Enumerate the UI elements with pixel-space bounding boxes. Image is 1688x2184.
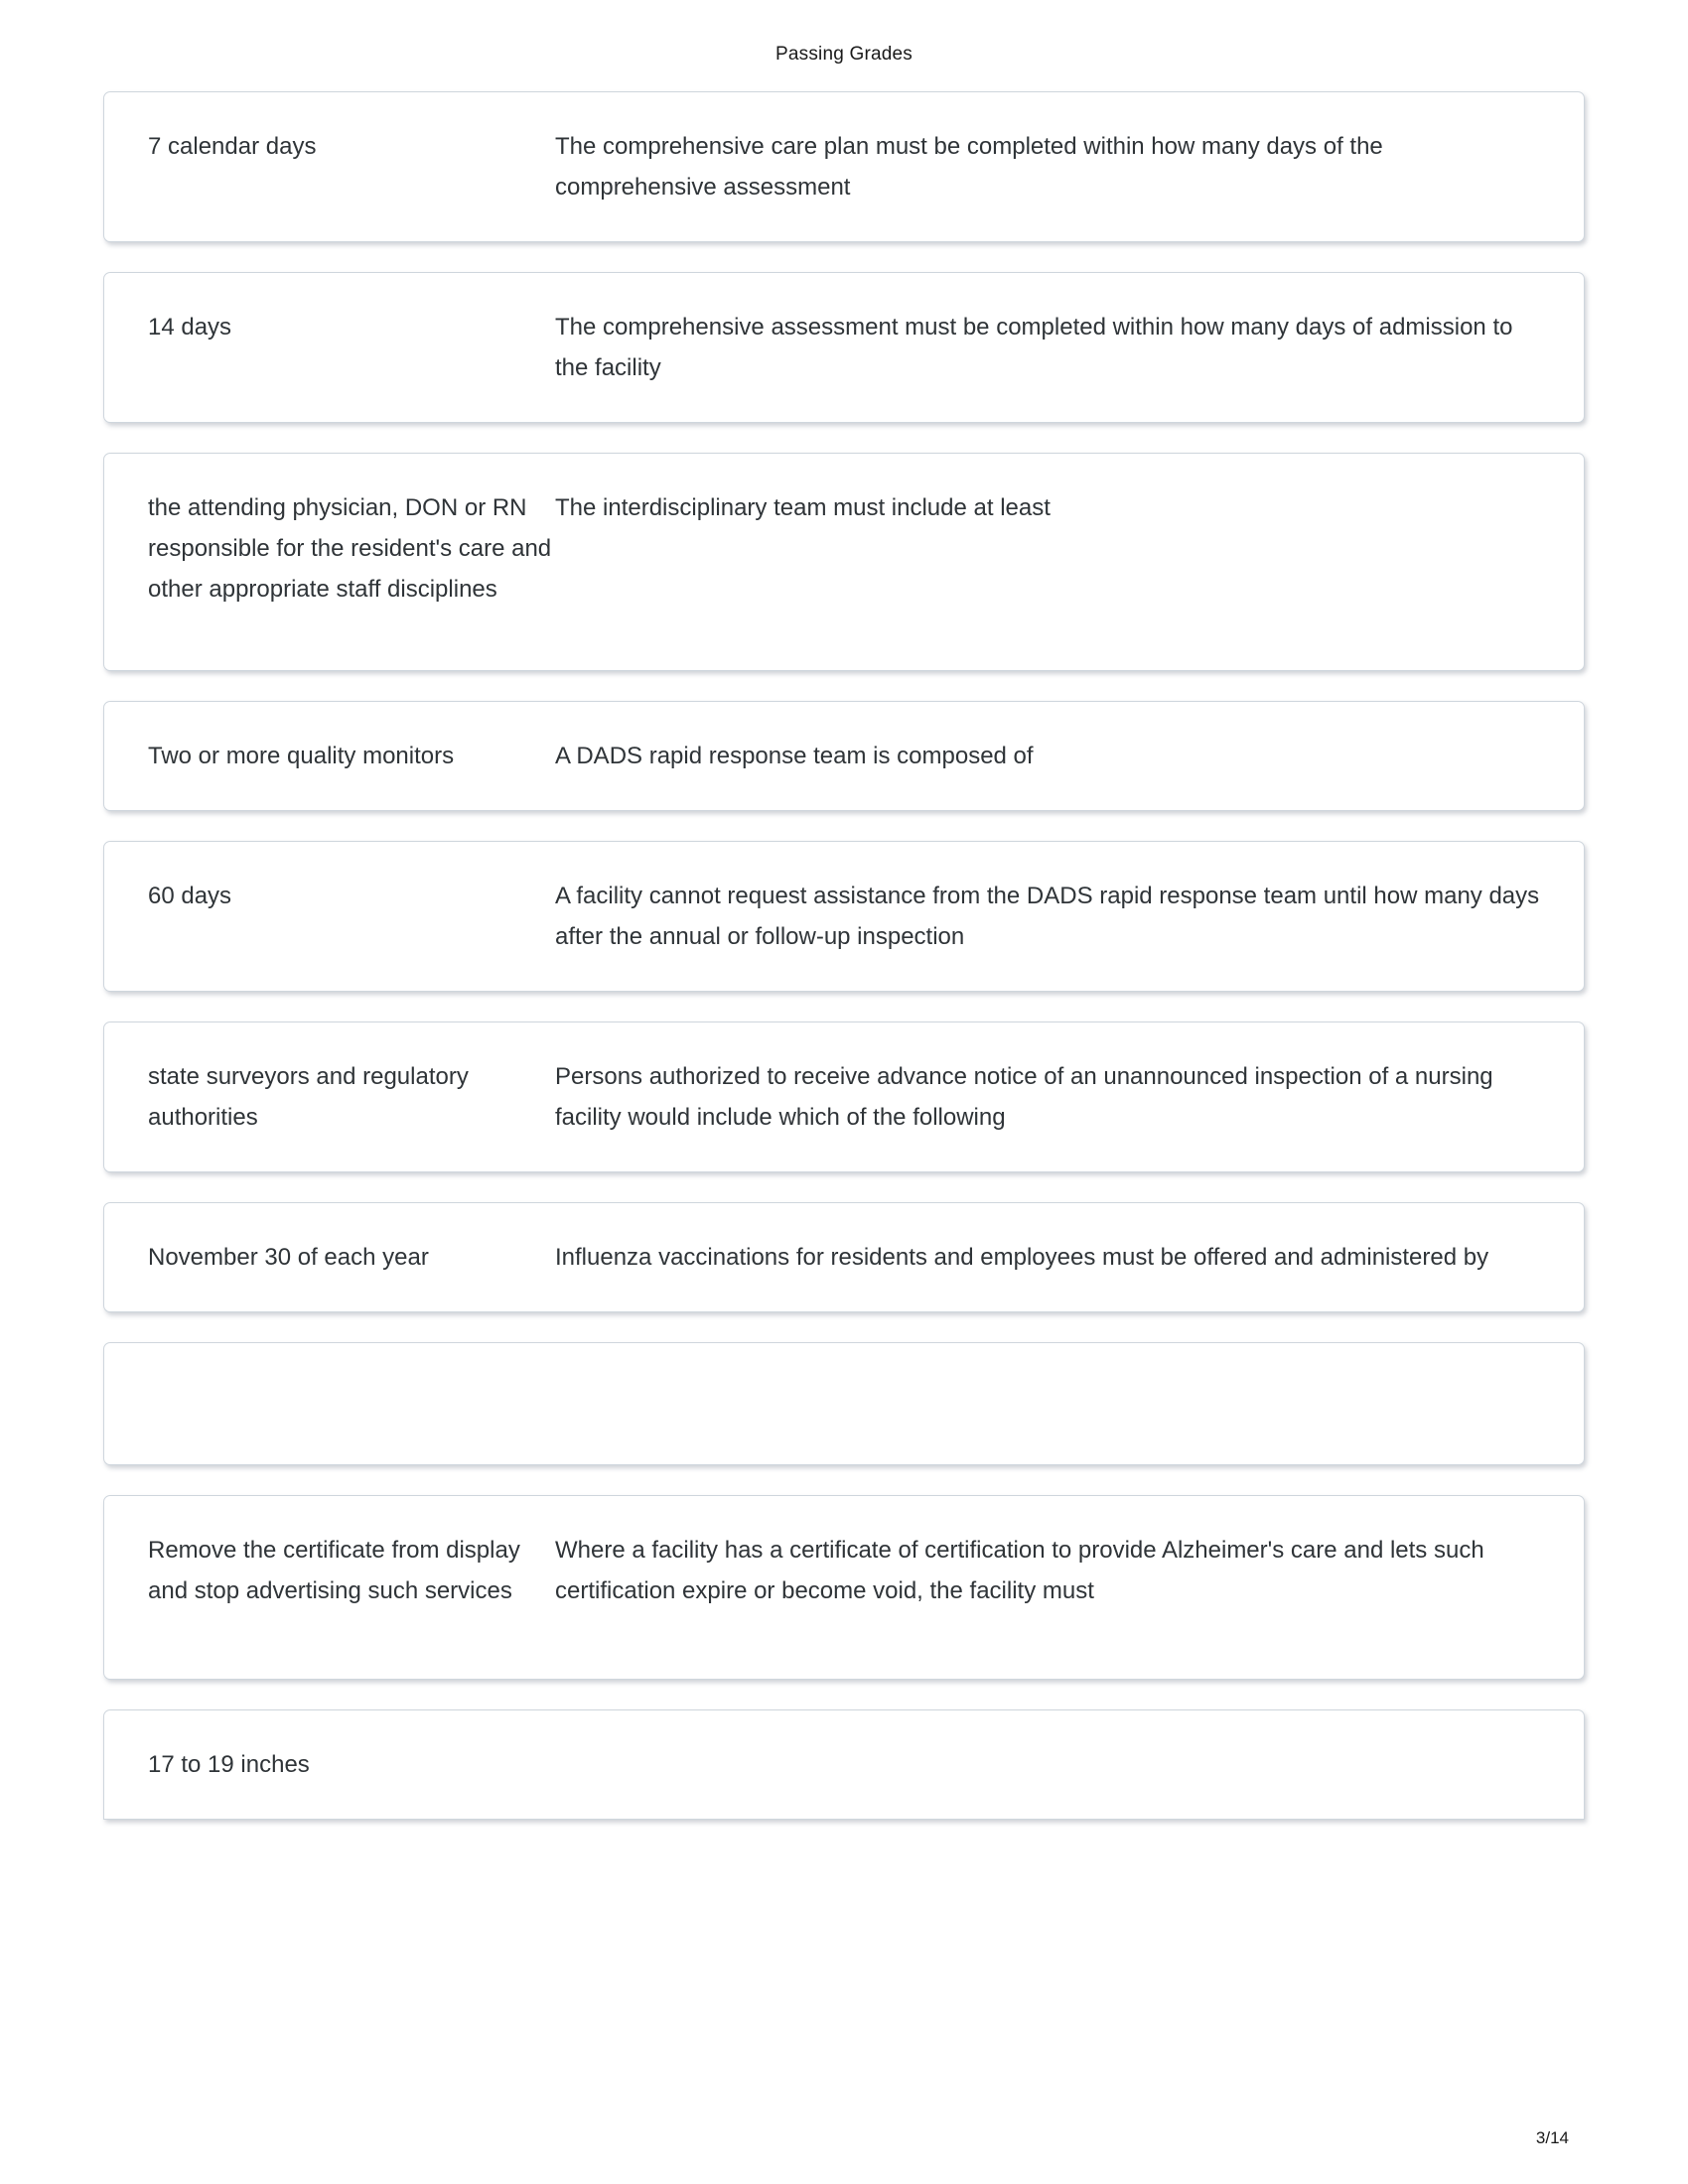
flashcard-row	[103, 272, 1585, 423]
flashcard-definition: Persons authorized to receive advance notice of an unannounced inspection of a nursing facility would include which of the following	[555, 1063, 1493, 1131]
flashcard-row-empty	[103, 1342, 1585, 1465]
flashcard-definition: The comprehensive care plan must be completed within how many days of the comprehensive assessment	[555, 133, 1383, 201]
flashcard-definition: The interdisciplinary team must include at least	[555, 494, 1051, 521]
flashcard-row	[103, 1202, 1585, 1312]
page-header-title: Passing Grades	[775, 44, 913, 65]
flashcard-row	[103, 91, 1585, 242]
flashcard-term: 14 days	[148, 314, 232, 341]
flashcard-row	[103, 1495, 1585, 1680]
flashcard-term: 60 days	[148, 883, 232, 909]
flashcard-term: the attending physician, DON or RN responsible for the resident's care and other appropriate staff disciplines	[148, 494, 552, 603]
flashcard-definition: A facility cannot request assistance from the DADS rapid response team until how many days after the annual or follow-up inspection	[555, 883, 1540, 950]
flashcard-row	[103, 1022, 1585, 1172]
flashcard-definition: Influenza vaccinations for residents and employees must be offered and administered by	[555, 1244, 1489, 1271]
flashcard-definition: The comprehensive assessment must be completed within how many days of admission to the facility	[555, 314, 1513, 381]
flashcard-term: November 30 of each year	[148, 1244, 429, 1271]
flashcard-row	[103, 1709, 1585, 1820]
flashcard-term: Remove the certificate from display and stop advertising such services	[148, 1537, 520, 1604]
flashcard-row	[103, 453, 1585, 671]
flashcard-list	[0, 91, 1688, 1820]
flashcard-term: 17 to 19 inches	[148, 1751, 310, 1778]
flashcard-row	[103, 841, 1585, 992]
flashcard-definition: A DADS rapid response team is composed of	[555, 743, 1034, 769]
flashcard-term: 7 calendar days	[148, 133, 317, 160]
flashcard-term: Two or more quality monitors	[148, 743, 455, 769]
flashcard-definition: Where a facility has a certificate of certification to provide Alzheimer's care and lets such certification expire or become void, the facility must	[555, 1537, 1484, 1604]
flashcard-row	[103, 701, 1585, 811]
page-number: 3/14	[1535, 2128, 1569, 2147]
flashcard-term: state surveyors and regulatory authorities	[148, 1063, 469, 1131]
